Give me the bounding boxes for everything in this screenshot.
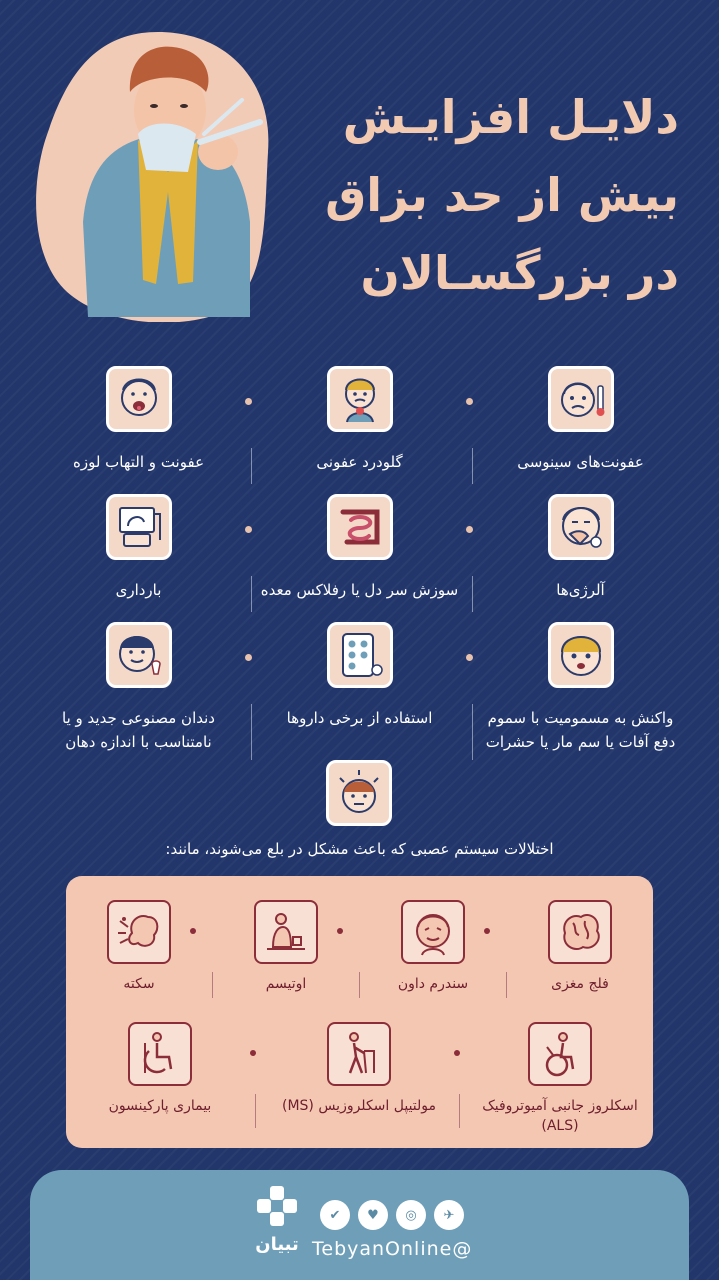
list-item xyxy=(249,490,470,618)
divider xyxy=(255,1094,256,1128)
causes-row xyxy=(28,490,691,618)
title xyxy=(279,78,679,312)
divider xyxy=(251,576,252,612)
social-links xyxy=(320,1200,464,1230)
divider xyxy=(459,1094,460,1128)
causes-row xyxy=(28,362,691,490)
logo-text: تبیان xyxy=(255,1234,299,1255)
list-item xyxy=(261,1022,457,1116)
list-item xyxy=(470,362,691,490)
autism-icon xyxy=(254,900,318,964)
walker-icon xyxy=(327,1022,391,1086)
cell-label: سوزش سر دل یا رفلاکس معده xyxy=(260,581,459,599)
list-item xyxy=(67,1022,253,1116)
divider xyxy=(212,972,213,998)
title-line-3: در بزرگسـالان xyxy=(360,246,679,300)
list-item xyxy=(467,1022,653,1136)
ultrasound-monitor-icon xyxy=(106,494,172,560)
parkinson-wheelchair-icon xyxy=(128,1022,192,1086)
wheelchair-icon xyxy=(528,1022,592,1086)
separator-dot xyxy=(466,398,473,405)
list-item xyxy=(249,618,470,746)
cell-label: عفونت‌های سینوسی xyxy=(517,453,644,471)
social-handle[interactable]: @TebyanOnline xyxy=(312,1238,473,1260)
pill-pack-icon xyxy=(327,622,393,688)
neuro-icon-wrapper xyxy=(326,756,392,826)
divider xyxy=(472,704,473,760)
stroke-icon xyxy=(107,900,171,964)
separator-dot xyxy=(337,928,343,934)
cell-label: گلودرد عفونی xyxy=(316,453,403,471)
cell-label: واکنش به مسمومیت با سموم دفع آفات یا سم مار یا حشرات xyxy=(485,709,676,751)
sore-throat-icon xyxy=(327,366,393,432)
tebyan-logo xyxy=(242,1184,312,1255)
causes-row xyxy=(28,618,691,751)
item-label: فلج مغزی xyxy=(551,976,609,992)
sinus-infection-icon xyxy=(548,366,614,432)
divider xyxy=(359,972,360,998)
list-item xyxy=(28,618,249,751)
divider xyxy=(472,576,473,612)
brain-icon xyxy=(548,900,612,964)
title-line-1: دلایـل افزایـش xyxy=(342,90,679,144)
separator-dot xyxy=(245,654,252,661)
list-item xyxy=(213,900,359,994)
allergy-icon xyxy=(548,494,614,560)
tebyan-logo-icon xyxy=(255,1184,299,1228)
item-label: بیماری پارکینسون xyxy=(108,1098,212,1114)
twitter-icon[interactable]: ♥ xyxy=(358,1200,388,1230)
header xyxy=(0,0,719,340)
list-item xyxy=(28,490,249,618)
divider xyxy=(472,448,473,484)
neuro-disorders-panel xyxy=(66,876,653,1148)
separator-dot xyxy=(466,654,473,661)
cell-label: عفونت و التهاب لوزه xyxy=(72,453,205,471)
separator-dot xyxy=(245,398,252,405)
divider xyxy=(506,972,507,998)
tonsillitis-icon xyxy=(106,366,172,432)
item-label: اسکلروز جانبی آمیوتروفیک (ALS) xyxy=(482,1098,638,1134)
list-item xyxy=(470,618,691,751)
separator-dot xyxy=(484,928,490,934)
poisoned-face-icon xyxy=(548,622,614,688)
instagram-icon[interactable]: ◎ xyxy=(396,1200,426,1230)
item-label: مولتیپل اسکلروزیس (MS) xyxy=(281,1098,437,1114)
separator-dot xyxy=(466,526,473,533)
separator-dot xyxy=(454,1050,460,1056)
divider xyxy=(251,704,252,760)
item-label: سکته xyxy=(123,976,155,992)
cell-label: آلرژی‌ها xyxy=(556,581,605,599)
list-item xyxy=(66,900,212,994)
telegram-icon[interactable]: ✈ xyxy=(434,1200,464,1230)
item-label: سندرم داون xyxy=(397,976,469,992)
cell-label: استفاده از برخی داروها xyxy=(286,709,433,727)
neuro-intro-text: اختلالات سیستم عصبی که باعث مشکل در بلع می‌شوند، مانند: xyxy=(165,840,554,858)
cell-label: بارداری xyxy=(115,581,162,599)
footer xyxy=(30,1170,689,1280)
cell-label: دندان مصنوعی جدید و یا نامتناسب با اندازه دهان xyxy=(62,709,215,751)
intestine-icon xyxy=(327,494,393,560)
item-label: اوتیسم xyxy=(265,976,307,992)
list-item xyxy=(249,362,470,490)
title-line-2: بیش از حد بزاق xyxy=(325,168,679,222)
list-item xyxy=(470,490,691,618)
separator-dot xyxy=(245,526,252,533)
nervous-head-icon xyxy=(326,760,392,826)
bale-icon[interactable]: ✔ xyxy=(320,1200,350,1230)
list-item xyxy=(360,900,506,994)
down-syndrome-face-icon xyxy=(401,900,465,964)
denture-face-icon xyxy=(106,622,172,688)
sick-man-illustration xyxy=(28,22,278,322)
separator-dot xyxy=(190,928,196,934)
divider xyxy=(251,448,252,484)
list-item xyxy=(28,362,249,490)
causes-grid xyxy=(28,362,691,751)
list-item xyxy=(507,900,653,994)
separator-dot xyxy=(250,1050,256,1056)
